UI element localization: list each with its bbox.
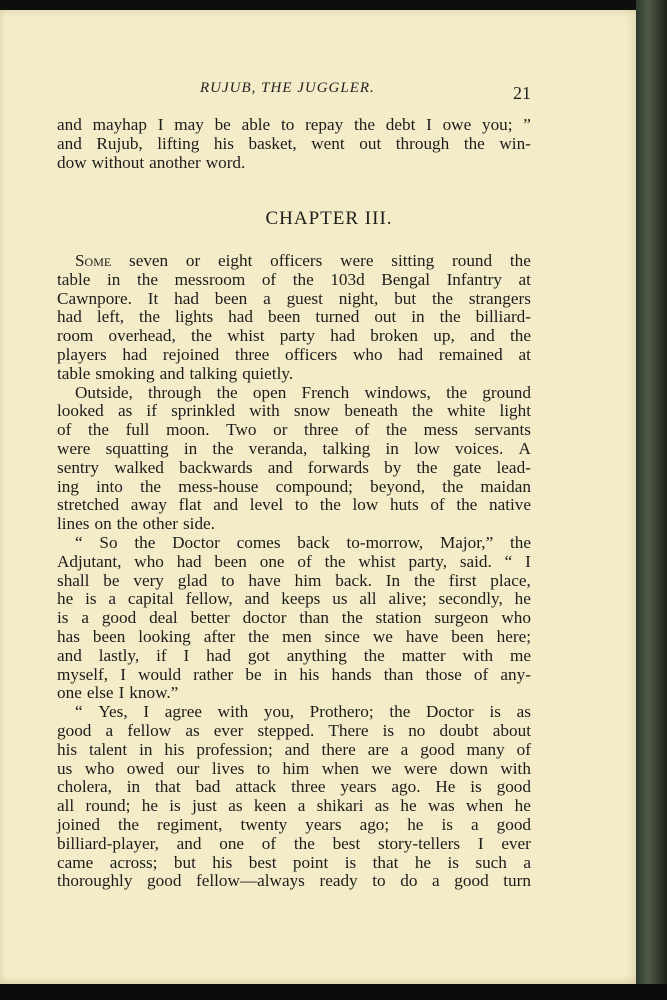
text-line: had left, the lights had been turned out in the billiard-	[57, 307, 531, 327]
text-line: looked as if sprinkled with snow beneath the white light	[57, 401, 531, 421]
text-line: room overhead, the whist party had broken up, and the	[57, 326, 531, 346]
running-title: RUJUB, THE JUGGLER.	[200, 80, 375, 96]
text-line: thoroughly good fellow—always ready to do a good turn	[57, 871, 531, 891]
text-line: were squatting in the veranda, talking in low voices. A	[57, 438, 531, 458]
top-paragraph	[57, 116, 531, 172]
text-line: and Rujub, lifting his basket, went out through the win-	[57, 133, 531, 153]
text-line: table in the messroom of the 103d Bengal Infantry at	[57, 269, 531, 289]
text-line: good a fellow as ever stepped. There is no doubt about	[57, 720, 531, 740]
text-line: came across; but his best point is that he is such a	[57, 852, 531, 872]
text-line: table smoking and talking quietly.	[57, 363, 294, 383]
text-line: dow without another word.	[57, 152, 246, 172]
text-line: “ So the Doctor comes back to-morrow, Major,” the	[75, 532, 531, 552]
book-spine	[636, 0, 667, 1000]
text-line: joined the regiment, twenty years ago; he is a good	[57, 814, 531, 834]
text-line: shall be very glad to have him back. In the first place,	[57, 570, 531, 590]
text-line: one else I know.”	[57, 683, 179, 703]
text-line: stretched away flat and level to the low huts of the native	[57, 495, 531, 515]
text-line: and mayhap I may be able to repay the debt I owe you; ”	[57, 115, 531, 134]
text-line: has been looking after the men since we have been here;	[57, 626, 531, 646]
text-line: players had rejoined three officers who had remained at	[57, 344, 531, 364]
chapter-heading: CHAPTER III.	[265, 208, 393, 229]
text-line: us who owed our lives to him when we were down with	[57, 758, 531, 778]
text-line: billiard-player, and one of the best story-tellers I ever	[57, 833, 531, 853]
text-line: and lastly, if I had got anything the matter with me	[57, 645, 531, 665]
page-bottom-edge	[0, 984, 667, 1000]
text-line: all round; he is just as keen a shikari as he was when he	[57, 796, 531, 816]
text-line: of the full moon. Two or three of the mess servants	[57, 420, 531, 440]
chapter-body	[57, 252, 531, 891]
text-line: Adjutant, who had been one of the whist party, said. “ I	[57, 551, 531, 571]
text-line: ing into the mess-house compound; beyond, the maidan	[57, 476, 531, 496]
text-line: “ Yes, I agree with you, Prothero; the Doctor is as	[75, 702, 531, 722]
page-number: 21	[513, 83, 531, 103]
text-line: myself, I would rather be in his hands than those of any-	[57, 664, 531, 684]
text-line: is a good deal better doctor than the station surgeon who	[57, 608, 531, 628]
text-line: his talent in his profession; and there are a good many of	[57, 739, 531, 759]
text-line: Some seven or eight officers were sitting round the	[75, 251, 531, 270]
text-line: cholera, in that bad attack three years ago. He is good	[57, 777, 531, 797]
text-line: Cawnpore. It had been a guest night, but the strangers	[57, 288, 531, 308]
text-line: lines on the other side.	[57, 514, 215, 534]
text-line: sentry walked backwards and forwards by the gate lead-	[57, 457, 531, 477]
text-line: Outside, through the open French windows, the ground	[75, 382, 531, 402]
text-line: he is a capital fellow, and keeps us all alive; secondly, he	[57, 589, 531, 609]
